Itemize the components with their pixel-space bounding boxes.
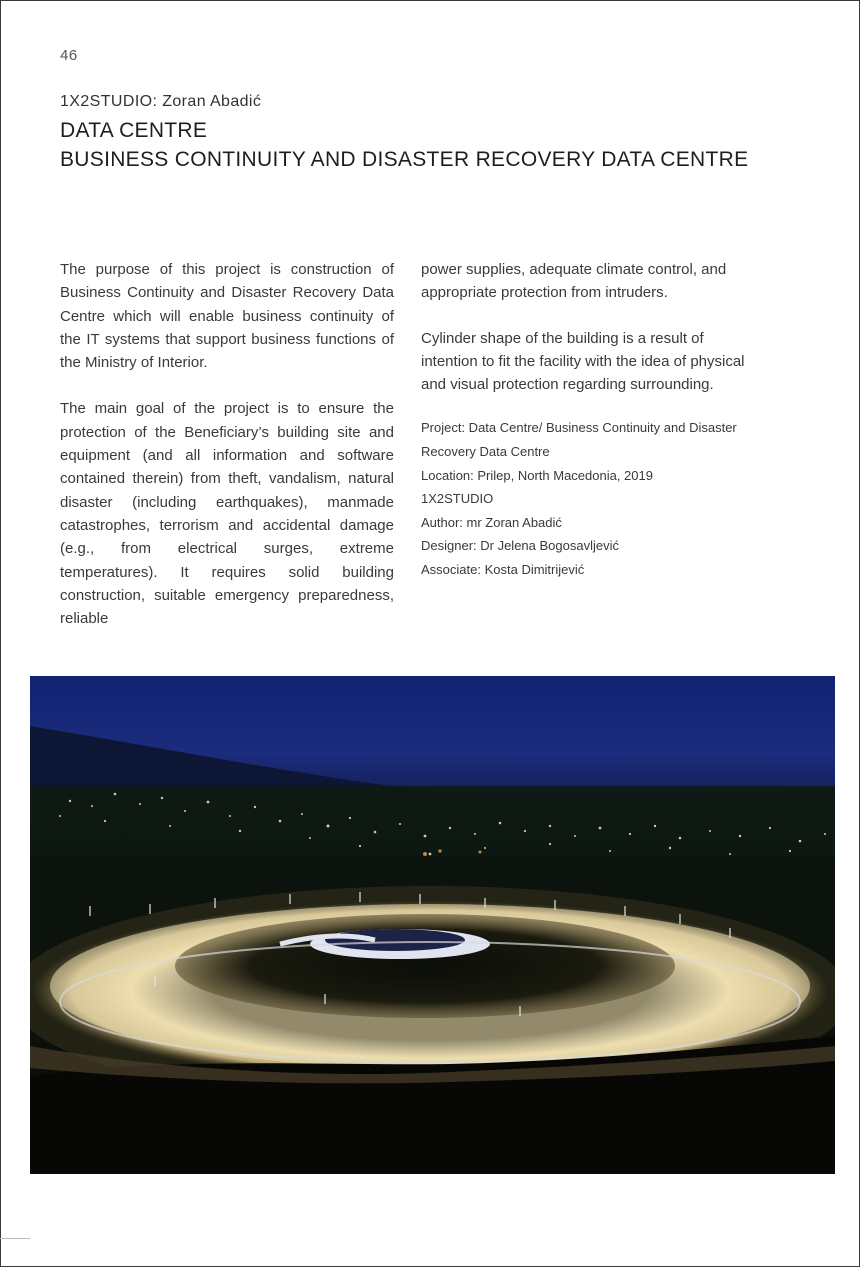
credit-author: Author: mr Zoran Abadić <box>421 514 562 530</box>
body-paragraph: power supplies, adequate climate control, and appropriate protection from intruders. <box>421 261 727 302</box>
credit-studio: 1X2STUDIO <box>421 491 494 507</box>
project-credits <box>421 416 761 581</box>
body-paragraph: The main goal of the project is to ensure the protection of the Beneficiary’s building site and equipment (and all information and software contained therein) from theft, vandalism, natural disaster (including earthquakes), manmade catastrophes, terrorism and accidental damage (e.g., from electrical surges, extreme temperatures). It requires solid building construction, suitable emergency preparedness, reliable <box>60 400 394 628</box>
credit-associate: Associate: Kosta Dimitrijević <box>421 562 585 578</box>
page-edge-line <box>0 1238 30 1239</box>
credit-project-cont: Recovery Data Centre <box>421 444 550 460</box>
body-paragraph: Cylinder shape of the building is a result of intention to fit the facility with the idea of physical and visual protection regarding surrounding. <box>421 329 745 394</box>
title-line-2: BUSINESS CONTINUITY AND DISASTER RECOVERY DATA CENTRE <box>60 148 749 171</box>
studio-author-line: 1X2STUDIO: Zoran Abadić <box>60 93 262 110</box>
left-text-column <box>60 258 394 630</box>
aerial-photo-illustration <box>30 676 835 1174</box>
credit-designer: Designer: Dr Jelena Bogosavljević <box>421 538 619 554</box>
page-number: 46 <box>60 47 78 64</box>
body-paragraph: The purpose of this project is construction of Business Continuity and Disaster Recovery Data Centre which will enable business continuity of the IT systems that support business functions of the Ministry of Interior. <box>60 261 394 372</box>
credit-project: Project: Data Centre/ Business Continuity and Disaster <box>421 420 737 436</box>
data-centre-night-photo <box>30 676 835 1174</box>
title-line-1: DATA CENTRE <box>60 119 208 142</box>
page-title <box>60 116 820 174</box>
credit-location: Location: Prilep, North Macedonia, 2019 <box>421 467 653 483</box>
right-text-column <box>421 258 761 582</box>
